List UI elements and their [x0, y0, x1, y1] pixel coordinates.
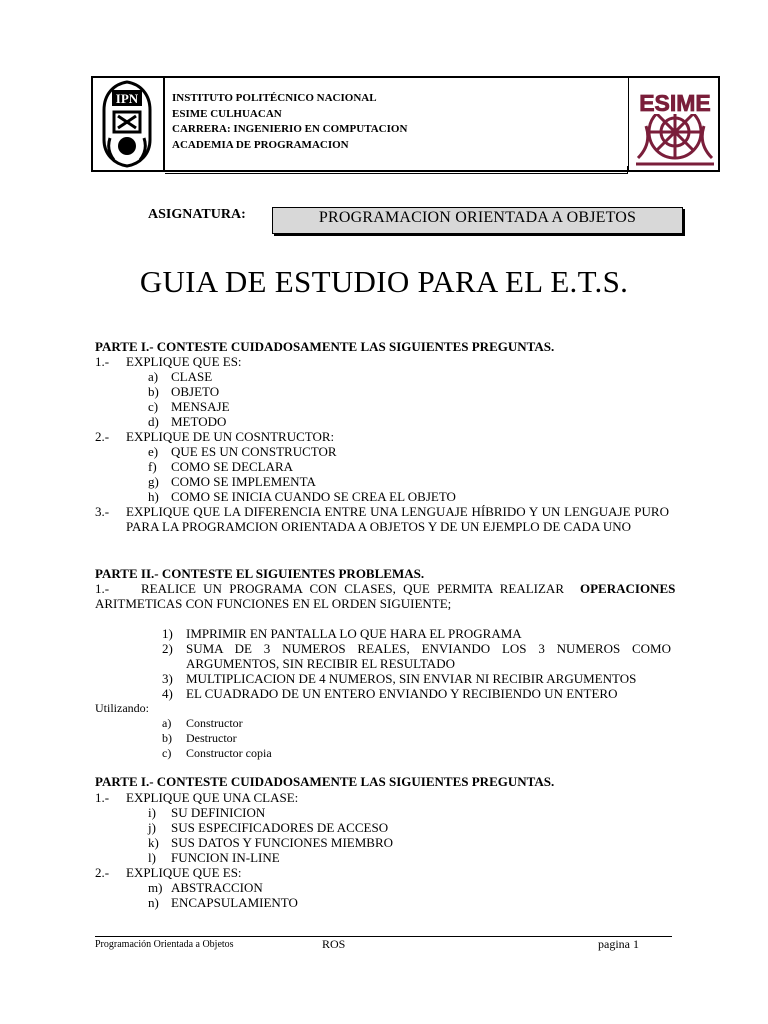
list-marker: g)	[148, 474, 159, 489]
list-marker: k)	[148, 835, 159, 850]
list-marker: e)	[148, 444, 159, 459]
list-marker: h)	[148, 489, 159, 504]
part2-heading: PARTE II.- CONTESTE EL SIGUIENTES PROBLEMAS.	[95, 566, 425, 581]
list-item: COMO SE IMPLEMENTA	[171, 474, 316, 489]
list-marker: d)	[148, 414, 159, 429]
list-item: SUS DATOS Y FUNCIONES MIEMBRO	[171, 835, 394, 850]
list-item: FUNCION IN-LINE	[171, 850, 280, 865]
list-item: OBJETO	[171, 384, 220, 399]
part1-q2-number: 2.-	[95, 429, 110, 444]
list-item: SUS ESPECIFICADORES DE ACCESO	[171, 820, 389, 835]
list-marker: a)	[148, 369, 159, 384]
list-marker: 1)	[162, 626, 173, 641]
list-item: ABSTRACCION	[171, 880, 263, 895]
part3-heading: PARTE I.- CONTESTE CUIDADOSAMENTE LAS SIGUIENTES PREGUNTAS.	[95, 774, 555, 789]
ipn-logo-icon	[100, 80, 154, 168]
career-name: CARRERA: INGENIERIO EN COMPUTACION	[172, 123, 408, 135]
list-item: Constructor copia	[186, 746, 272, 760]
part2-p1-line2: ARITMETICAS CON FUNCIONES EN EL ORDEN SIGUIENTE;	[95, 596, 452, 611]
list-marker: 2)	[162, 641, 173, 656]
list-item: SUMA DE 3 NUMEROS REALES, ENVIANDO LOS 3 NUMEROS COMO	[186, 641, 671, 656]
esime-logo-icon	[632, 80, 718, 168]
list-marker: b)	[148, 384, 159, 399]
list-marker: b)	[162, 731, 172, 745]
footer-divider	[95, 936, 672, 937]
list-item: MENSAJE	[171, 399, 230, 414]
list-marker: l)	[148, 850, 156, 865]
footer-page-number: pagina 1	[598, 937, 639, 951]
list-marker: 3)	[162, 671, 173, 686]
list-marker: m)	[148, 880, 163, 895]
list-item: QUE ES UN CONSTRUCTOR	[171, 444, 337, 459]
header-tick	[627, 166, 628, 174]
part2-p1-bold: OPERACIONES	[580, 581, 676, 596]
list-item-continuation: ARGUMENTOS, SIN RECIBIR EL RESULTADO	[186, 656, 455, 671]
list-item: Constructor	[186, 716, 243, 730]
part1-q3-line1: EXPLIQUE QUE LA DIFERENCIA ENTRE UNA LENGUAJE HÍBRIDO Y UN LENGUAJE PURO	[126, 504, 669, 519]
list-marker: 4)	[162, 686, 173, 701]
list-item: CLASE	[171, 369, 213, 384]
list-marker: a)	[162, 716, 172, 730]
list-marker: j)	[148, 820, 156, 835]
list-item: MULTIPLICACION DE 4 NUMEROS, SIN ENVIAR NI RECIBIR ARGUMENTOS	[186, 671, 637, 686]
using-label: Utilizando:	[95, 701, 149, 715]
ipn-logo-text: IPN	[115, 91, 139, 106]
list-item: COMO SE DECLARA	[171, 459, 294, 474]
list-marker: n)	[148, 895, 159, 910]
list-marker: f)	[148, 459, 157, 474]
academy-name: ACADEMIA DE PROGRAMACION	[172, 138, 349, 151]
list-item: ENCAPSULAMIENTO	[171, 895, 298, 910]
list-marker: c)	[148, 399, 159, 414]
footer-author: ROS	[322, 937, 346, 951]
list-item: METODO	[171, 414, 227, 429]
part1-q1-number: 1.-	[95, 354, 110, 369]
list-item: EL CUADRADO DE UN ENTERO ENVIANDO Y RECIBIENDO UN ENTERO	[186, 686, 618, 701]
part1-q3-line2: PARA LA PROGRAMCION ORIENTADA A OBJETOS Y DE UN EJEMPLO DE CADA UNO	[126, 519, 632, 534]
list-marker: i)	[148, 805, 156, 820]
header-underline	[165, 173, 628, 174]
part1-q1-text: EXPLIQUE QUE ES:	[126, 354, 242, 369]
part2-p1-number: 1.-	[95, 581, 110, 596]
part1-q3-number: 3.-	[95, 504, 110, 519]
part3-q1-number: 1.-	[95, 790, 110, 805]
part2-p1-line1: REALICE UN PROGRAMA CON CLASES, QUE PERMITA REALIZAR	[141, 581, 564, 596]
list-item: SU DEFINICION	[171, 805, 266, 820]
footer-course-name: Programación Orientada a Objetos	[95, 939, 234, 950]
list-item: Destructor	[186, 731, 237, 745]
part3-q1-text: EXPLIQUE QUE UNA CLASE:	[126, 790, 299, 805]
list-item: IMPRIMIR EN PANTALLA LO QUE HARA EL PROGRAMA	[186, 626, 522, 641]
header-right-divider	[628, 78, 629, 172]
header-divider	[163, 78, 165, 172]
list-marker: c)	[162, 746, 172, 760]
school-name: ESIME CULHUACAN	[172, 107, 282, 120]
list-item: COMO SE INICIA CUANDO SE CREA EL OBJETO	[171, 489, 456, 504]
esime-logo-text: ESIME	[639, 90, 711, 116]
part1-heading: PARTE I.- CONTESTE CUIDADOSAMENTE LAS SIGUIENTES PREGUNTAS.	[95, 339, 555, 354]
header-text	[172, 91, 407, 153]
part3-q2-text: EXPLIQUE QUE ES:	[126, 865, 242, 880]
subject-label: ASIGNATURA:	[148, 207, 246, 222]
page-title: GUIA DE ESTUDIO PARA EL E.T.S.	[139, 264, 629, 299]
institution-name: INSTITUTO POLITÉCNICO NACIONAL	[172, 92, 377, 104]
subject-value: PROGRAMACION ORIENTADA A OBJETOS	[318, 209, 637, 226]
part1-q2-text: EXPLIQUE DE UN COSNTRUCTOR:	[126, 429, 335, 444]
part3-q2-number: 2.-	[95, 865, 110, 880]
